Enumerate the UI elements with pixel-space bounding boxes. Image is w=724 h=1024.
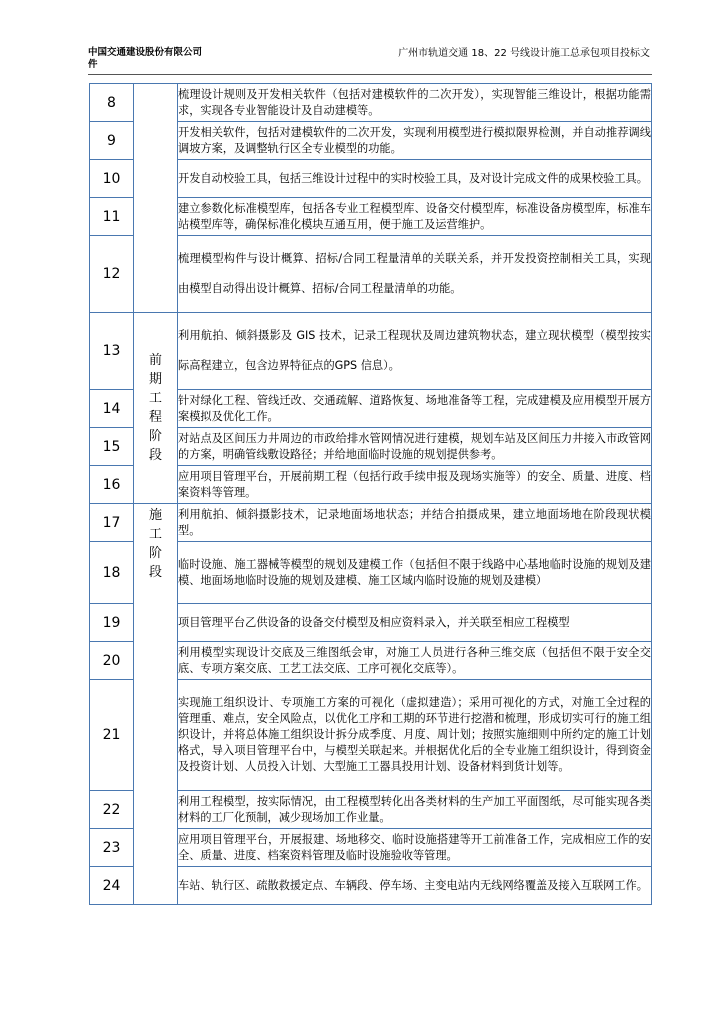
row-description: 利用航拍、倾斜摄影技术，记录地面场地状态；并结合拍摄成果，建立地面场地在阶段现状模型。 [178, 504, 652, 542]
phase-cell-construction [134, 504, 178, 905]
row-description: 车站、轨行区、疏散救援定点、车辆段、停车场、主变电站内无线网络覆盖及接入互联网工作。 [178, 867, 652, 905]
row-number: 16 [90, 466, 134, 504]
task-table [89, 83, 652, 905]
row-number: 23 [90, 829, 134, 867]
project-title: 广州市轨道交通 18、22 号线设计施工总承包项目投标文 [398, 48, 650, 59]
row-number: 17 [90, 504, 134, 542]
row-description: 应用项目管理平台，开展报建、场地移交、临时设施搭建等开工前准备工作，完成相应工作的安全、质量、进度、档案资料管理及临时设施验收等管理。 [178, 829, 652, 867]
row-description: 开发自动校验工具，包括三维设计过程中的实时校验工具，及对设计完成文件的成果校验工具。 [178, 160, 652, 198]
row-number: 12 [90, 236, 134, 313]
row-number: 21 [90, 680, 134, 791]
row-number: 14 [90, 390, 134, 428]
row-description: 应用项目管理平台，开展前期工程（包括行政手续申报及现场实施等）的安全、质量、进度、档案资料等管理。 [178, 466, 652, 504]
phase-cell-design [134, 84, 178, 313]
row-description: 开发相关软件，包括对建模软件的二次开发，实现利用模型进行模拟限界检测，并自动推荐调线调坡方案，及调整轨行区全专业模型的功能。 [178, 122, 652, 160]
row-number: 15 [90, 428, 134, 466]
company-name-suffix: 件 [88, 59, 98, 70]
company-name [88, 47, 248, 71]
row-description: 对站点及区间压力井周边的市政给排水管网情况进行建模，规划车站及区间压力井接入市政管网的方案，明确管线敷设路径；并给地面临时设施的规划提供参考。 [178, 428, 652, 466]
row-number: 8 [90, 84, 134, 122]
phase-label-construction: 施工阶段 [148, 508, 162, 580]
table-row [90, 84, 652, 122]
row-description: 利用模型实现设计交底及三维图纸会审，对施工人员进行各种三维交底（包括但不限于安全交底、专项方案交底、工艺工法交底、工序可视化交底等）。 [178, 642, 652, 680]
row-number: 18 [90, 542, 134, 604]
row-number: 19 [90, 604, 134, 642]
row-number: 13 [90, 313, 134, 390]
row-description: 临时设施、施工器械等模型的规划及建模工作（包括但不限于线路中心基地临时设施的规划及建模、地面场地临时设施的规划及建模、施工区域内临时设施的规划及建模） [178, 542, 652, 604]
row-description: 利用航拍、倾斜摄影及 GIS 技术，记录工程现状及周边建筑物状态，建立现状模型（模型按实际高程建立，包含边界特征点的GPS 信息）。 [178, 313, 652, 390]
phase-label-prelim: 前期工程阶段 [148, 353, 162, 463]
header-divider [88, 74, 652, 75]
row-number: 24 [90, 867, 134, 905]
row-description: 梳理模型构件与设计概算、招标/合同工程量清单的关联关系，并开发投资控制相关工具，实现由模型自动得出设计概算、招标/合同工程量清单的功能。 [178, 236, 652, 313]
table-row [90, 504, 652, 542]
row-number: 10 [90, 160, 134, 198]
phase-cell-prelim [134, 313, 178, 504]
row-description: 利用工程模型，按实际情况，由工程模型转化出各类材料的生产加工平面图纸，尽可能实现各类材料的工厂化预制，减少现场加工作业量。 [178, 791, 652, 829]
row-description: 项目管理平台乙供设备的设备交付模型及相应资料录入，并关联至相应工程模型 [178, 604, 652, 642]
table-row [90, 313, 652, 390]
row-number: 11 [90, 198, 134, 236]
row-number: 22 [90, 791, 134, 829]
company-name-text: 中国交通建设股份有限公司 [88, 47, 203, 58]
row-description: 实现施工组织设计、专项施工方案的可视化（虚拟建造）；采用可视化的方式，对施工全过程的管理重、难点，安全风险点，以优化工序和工期的环节进行挖潜和梳理，形成切实可行的施工组织设计，并将总体施工组织设计拆分成季度、月度、周计划；按照实施细则中所约定的施工计划格式，导入项目管理平台中，与模型关联起来。并根据优化后的全专业施工组织设计，得到资金及投资计划、人员投入计划、大型施工工器具投用计划、设备材料到货计划等。 [178, 680, 652, 791]
row-description: 建立参数化标准模型库，包括各专业工程模型库、设备交付模型库，标准设备房模型库，标准车站模型库等，确保标准化模块互通互用，便于施工及运营维护。 [178, 198, 652, 236]
row-description: 梳理设计规则及开发相关软件（包括对建模软件的二次开发），实现智能三维设计，根据功能需求，实现各专业智能设计及自动建模等。 [178, 84, 652, 122]
row-number: 20 [90, 642, 134, 680]
row-number: 9 [90, 122, 134, 160]
row-description: 针对绿化工程、管线迁改、交通疏解、道路恢复、场地准备等工程，完成建模及应用模型开展方案模拟及优化工作。 [178, 390, 652, 428]
